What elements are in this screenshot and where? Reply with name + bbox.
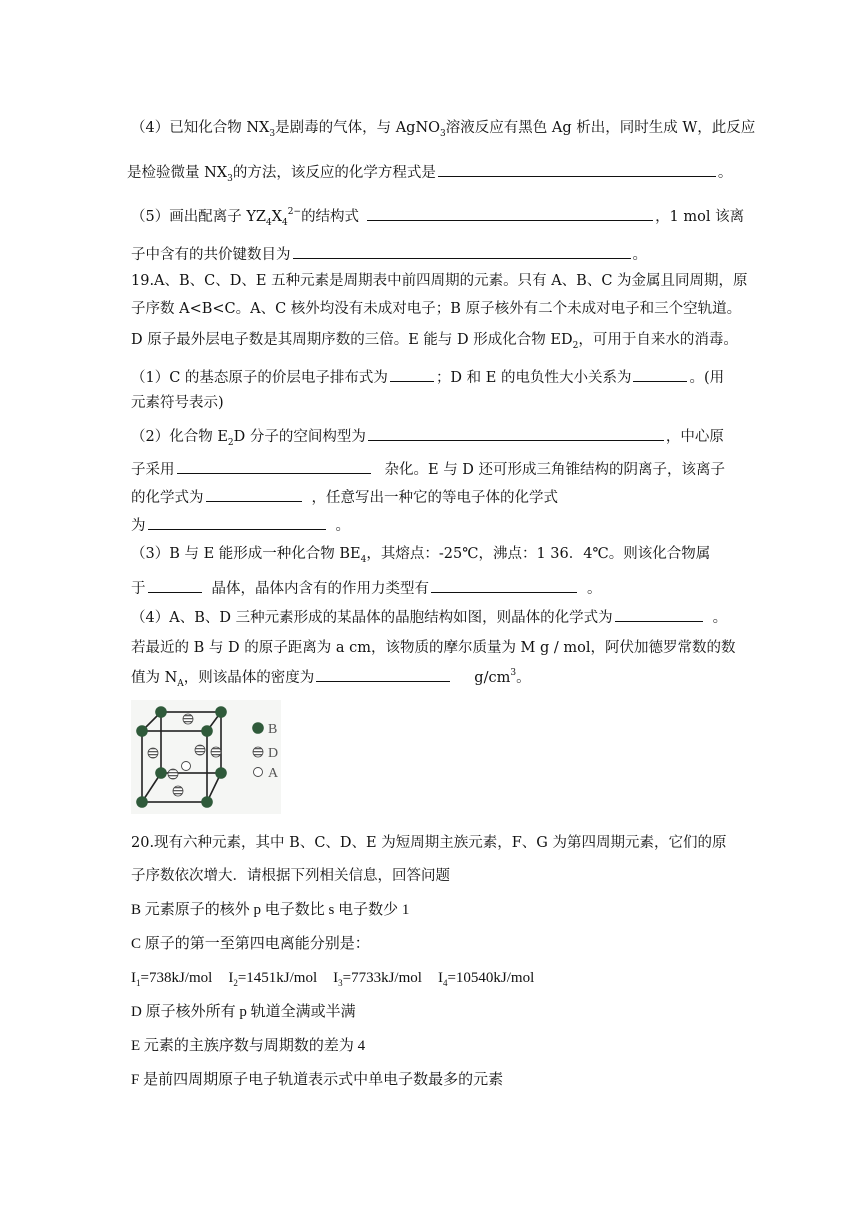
text: 子中含有的共价键数目为 <box>131 247 291 263</box>
legend-b-marker <box>252 722 264 734</box>
q19-part4-line3 <box>131 667 531 688</box>
subscript: 4 <box>360 555 367 565</box>
text: =10540kJ/mol <box>447 970 535 986</box>
answer-blank[interactable] <box>177 459 371 474</box>
superscript: 3 <box>510 668 517 678</box>
q19-intro-line2: 子序数 A<B<C。A、C 核外均没有未成对电子；B 原子核外有二个未成对电子和三个空轨道。 <box>131 301 742 317</box>
text: （4）已知化合物 NX <box>131 120 270 136</box>
legend-d-marker <box>253 747 263 757</box>
answer-blank[interactable] <box>367 206 653 221</box>
legend-d-label: D <box>268 746 279 761</box>
q20-c-info: C 原子的第一至第四电离能分别是： <box>131 936 370 952</box>
answer-blank[interactable] <box>390 367 434 382</box>
subscript: 1 <box>136 978 141 988</box>
q18-4-line2 <box>127 162 732 183</box>
text: （2）化合物 E <box>131 429 228 445</box>
text: 于 <box>131 581 146 597</box>
answer-blank[interactable] <box>316 667 450 682</box>
text: 。 <box>712 610 728 626</box>
superscript: 2− <box>287 207 302 217</box>
q19-intro-line3 <box>131 330 738 350</box>
subscript: 3 <box>440 129 446 139</box>
q19-intro-line1: 19.A、B、C、D、E 五种元素是周期表中前四周期的元素。只有 A、B、C 为金属且同周期，原 <box>131 273 748 289</box>
text: 。(用 <box>689 370 725 386</box>
q20-ionization-energies <box>131 968 534 988</box>
answer-blank[interactable] <box>615 607 703 622</box>
text: I <box>437 970 443 986</box>
q20-f-info: F 是前四周期原子电子轨道表示式中单电子数最多的元素 <box>131 1072 504 1088</box>
text: ，1 mol 该离 <box>655 209 745 225</box>
text: =7733kJ/mol <box>342 970 422 986</box>
text: g/cm <box>474 670 511 686</box>
subscript: 2 <box>233 978 238 988</box>
subscript: 4 <box>265 218 272 228</box>
text: 的方法，该反应的化学方程式是 <box>232 165 436 181</box>
legend-a-label: A <box>268 766 279 781</box>
text: （3）B 与 E 能形成一种化合物 BE <box>131 546 361 562</box>
text: 是剧毒的气体，与 AgNO <box>275 120 441 136</box>
legend-b-label: B <box>268 722 278 737</box>
legend-a-marker <box>254 768 263 777</box>
text: X <box>271 209 283 225</box>
subscript: 3 <box>269 129 276 139</box>
subscript: 3 <box>227 174 233 184</box>
q18-5-line1 <box>131 206 744 227</box>
q19-part3-line2 <box>131 578 602 599</box>
text: ，可用于自来水的消毒。 <box>578 332 738 348</box>
q19-part2-line4 <box>131 515 350 536</box>
text: ；D 和 E 的电负性大小关系为 <box>435 370 632 386</box>
text: 的结构式 <box>301 209 360 225</box>
q19-part1-line2: 元素符号表示) <box>131 395 224 411</box>
text: I <box>228 970 234 986</box>
text: I <box>131 970 136 986</box>
answer-blank[interactable] <box>206 487 302 502</box>
text: ，中心原 <box>665 429 724 445</box>
a-atom <box>182 762 191 771</box>
text: ，其熔点：-25℃，沸点：1 36．4℃。则该化合物属 <box>366 546 711 562</box>
text: ，则该晶体的密度为 <box>183 670 315 686</box>
text: 。 <box>717 165 733 181</box>
q19-part3-line1 <box>131 544 710 564</box>
answer-blank[interactable] <box>148 515 326 530</box>
text: 杂化。E 与 D 还可形成三角锥结构的阴离子，该离子 <box>384 462 726 478</box>
text: 。 <box>587 581 602 597</box>
text: 的化学式为 <box>131 490 204 506</box>
text: 晶体，晶体内含有的作用力类型有 <box>211 581 429 597</box>
q19-part1-line1 <box>131 367 724 388</box>
subscript: A <box>177 679 184 689</box>
q20-b-info: B 元素原子的核外 p 电子数比 s 电子数少 1 <box>131 902 410 918</box>
subscript: 4 <box>282 218 288 228</box>
q20-d-info: D 原子核外所有 p 轨道全满或半满 <box>131 1004 356 1020</box>
text: 。 <box>632 247 647 263</box>
text: D 分子的空间构型为 <box>233 429 366 445</box>
q20-intro-line1: 20.现有六种元素，其中 B、C、D、E 为短周期主族元素，F、G 为第四周期元素，它们的原 <box>131 835 727 851</box>
answer-blank[interactable] <box>368 426 664 441</box>
subscript: 2 <box>227 438 234 448</box>
q18-4-line1 <box>131 118 755 138</box>
text: ，任意写出一种它的等电子体的化学式 <box>311 490 558 506</box>
text: 。 <box>516 670 531 686</box>
q19-part2-line1 <box>131 426 724 447</box>
q19-part4-line1 <box>131 607 727 628</box>
text: =738kJ/mol <box>140 970 213 986</box>
text: 为 <box>131 518 146 534</box>
q19-part2-line3 <box>131 487 558 508</box>
subscript: 4 <box>442 978 448 988</box>
text: 溶液反应有黑色 Ag 析出，同时生成 W，此反应 <box>445 120 756 136</box>
q19-part4-line2: 若最近的 B 与 D 的原子距离为 a cm，该物质的摩尔质量为 M g / mol，阿伏加德罗常数的数 <box>131 640 736 656</box>
text: 是检验微量 NX <box>127 165 228 181</box>
q20-intro-line2: 子序数依次增大．请根据下列相关信息，回答问题 <box>131 868 450 884</box>
text: 值为 N <box>131 670 178 686</box>
text: I <box>333 970 339 986</box>
unit-cell-figure <box>131 700 281 814</box>
subscript: 2 <box>572 341 579 351</box>
text: 子采用 <box>131 462 175 478</box>
q18-5-line2 <box>131 244 647 265</box>
text: （5）画出配离子 YZ <box>131 209 266 225</box>
answer-blank[interactable] <box>293 244 631 259</box>
answer-blank[interactable] <box>431 578 577 593</box>
answer-blank[interactable] <box>633 367 687 382</box>
answer-blank[interactable] <box>148 578 202 593</box>
unit-cell-diagram <box>131 700 281 814</box>
text: （1）C 的基态原子的价层电子排布式为 <box>131 370 388 386</box>
q20-e-info: E 元素的主族序数与周期数的差为 4 <box>131 1038 366 1054</box>
text: 。 <box>335 518 350 534</box>
q19-part2-line2 <box>131 459 725 480</box>
text: D 原子最外层电子数是其周期序数的三倍。E 能与 D 形成化合物 ED <box>131 332 573 348</box>
text: =1451kJ/mol <box>237 970 318 986</box>
text: （4）A、B、D 三种元素形成的某晶体的晶胞结构如图，则晶体的化学式为 <box>131 610 613 626</box>
answer-blank[interactable] <box>438 162 716 177</box>
subscript: 3 <box>338 978 343 988</box>
